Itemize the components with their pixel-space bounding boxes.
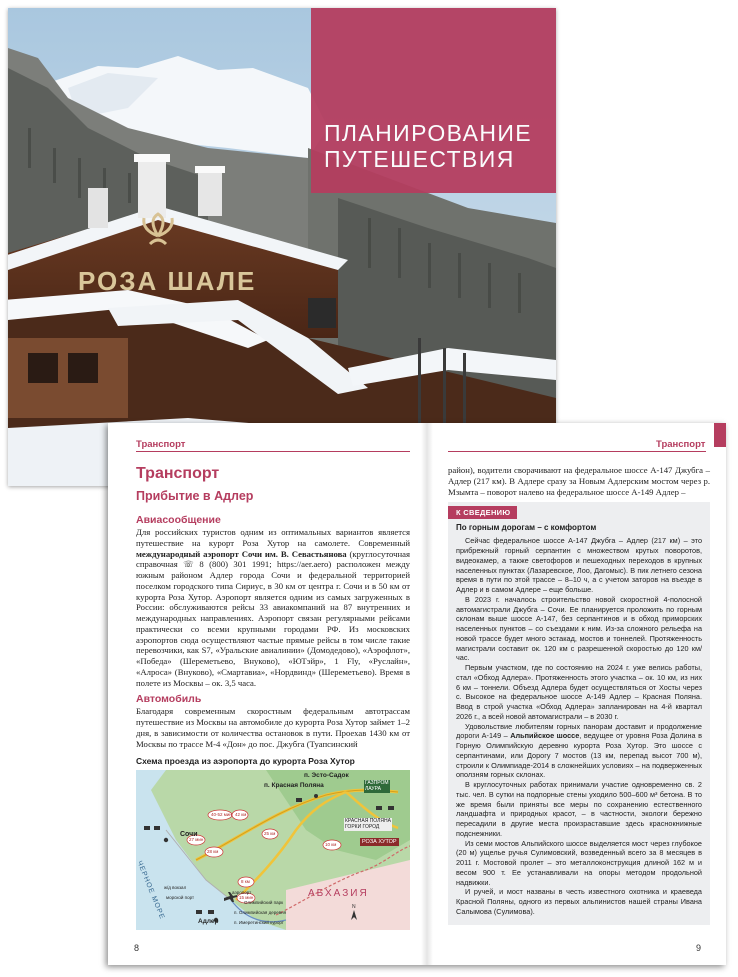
- map-distance: 8 км: [241, 879, 250, 885]
- route-map: [136, 770, 410, 930]
- info-title: По горным дорогам – с комфортом: [456, 523, 597, 533]
- car-paragraph: Благодаря современным скоростным федеральным автотрассам путешествие из Москвы на автомобиле до курорта Роза Хутор займет 1–2 дня, в зависимости от количества остановок в пути. Проехав 1430 км от Москвы по трассе М-4 «Дон» до пос. Джубга (Туапсинский: [136, 706, 410, 749]
- map-drawing: [136, 770, 410, 930]
- alpine-road-name: Альпийское шоссе: [510, 731, 580, 741]
- car-paragraph-continued: район), водители сворачивают на федеральное шоссе А-147 Джубга – Адлер (217 км). В Адлере сразу за Новым Адлерским мостом через р. Мзымта – поворот налево на федеральное шоссе А-149 Адлер –: [448, 465, 710, 497]
- chapter-title-line1: ПЛАНИРОВАНИЕ: [324, 120, 533, 146]
- map-label-airport: аэропорт: [232, 890, 252, 896]
- subsection-title: Прибытие в Адлер: [136, 489, 254, 503]
- right-running-head: Транспорт: [656, 439, 706, 450]
- air-heading: Авиасообщение: [136, 514, 221, 526]
- map-label-rosa-hutor: РОЗА ХУТОР: [362, 839, 397, 846]
- map-label-zhd: ж/д вокзал: [164, 885, 187, 891]
- map-distance: 42 км: [235, 812, 247, 818]
- map-label-olympic-park: Олимпийский парк: [244, 900, 284, 906]
- left-page-number: 8: [134, 943, 140, 953]
- svg-text:N: N: [352, 904, 356, 911]
- section-title: Транспорт: [136, 465, 220, 482]
- left-page-content: [136, 465, 410, 930]
- info-text-a: Удовольствие любителям горных панорам доставит и продолжение дороги А-149 –: [456, 721, 702, 741]
- chapter-title-line2: ПУТЕШЕСТВИЯ: [324, 146, 515, 172]
- map-label-abkhazia: АБХАЗИЯ: [308, 888, 369, 900]
- info-body: [448, 534, 710, 916]
- air-text-b: (круглосуточная справочная ☏ 8 (800) 301 1991; https://aer.aero) расположен между южным районом Адлер города Сочи и федеральной территорией поселком городского типа Сириус, в 30 км от центра г. Сочи и в 50 км от курорта Роза Хутор. Аэропорт является одним из самых загруженных в России: обслуживаются рейсы 33 авиакомпаний на 87 внутренних и международных направлениях. Аэропорт связан регулярными рейсами практически со всеми крупными городами РФ. Из московских аэропортов сюда осуществляют частые прямые рейсы в том числе такие перевозчики, как S7, «Уральские авиалинии» (Домодедово), «Аэрофлот», «Победа» (Шереметьево, Внуково), «ЮТэйр», 1 Fly, «Руслайн», «Алроса» (Внуково), «Смартавиа», «Нордвинд» (Шереметьево). Время в полете из Москвы – ок. 3,5 часа.: [136, 548, 410, 688]
- map-label-olympic-village: п. Олимпийская деревня: [234, 910, 287, 916]
- book-spread: [108, 423, 726, 965]
- map-label-adler: Адлер: [198, 918, 219, 926]
- info-paragraph: Из семи мостов Альпийского шоссе выделяется мост через глубокое (20 м) ущелье ручья Сулимовский, возведенный всего за 8 месяцев в 2011 г. Мостовой пролет – это металлоконструкция длиной 162 м и весом 900 т. Ее устанавливали на опоры методом продольной надвижки.: [456, 838, 702, 887]
- right-page-content: [448, 465, 710, 925]
- right-header-rule: [448, 451, 706, 452]
- info-paragraph: Сейчас федеральное шоссе А-147 Джубга – Адлер (217 км) – это прибрежный горный серпантин с множеством крутых поворотов, видеокамер, а также светофоров и пешеходных переходов в крупных населенных пунктах (Лазаревское, Лоо, Дагомыс). В пик летнего сезона время в пути по этой трассе – 8–10 ч, а с учетом заторов на въезде в Адлер и в самом Адлере – еще больше.: [456, 536, 702, 594]
- map-label-krasnaya-polyana-resort: КРАСНАЯ ПОЛЯНА ГОРКИ ГОРОД: [345, 818, 391, 830]
- map-distance: 10 км: [325, 842, 337, 848]
- map-label-esto: п. Эсто-Садок: [304, 772, 349, 780]
- map-label-imeretinsky: п. Имеретинский курорт: [234, 920, 284, 926]
- airport-name: международный аэропорт Сочи им. В. Севастьянова: [136, 548, 347, 559]
- air-paragraph: [136, 527, 410, 688]
- map-label-polyana: п. Красная Поляна: [264, 782, 324, 790]
- map-label-sochi: Сочи: [180, 831, 198, 839]
- info-paragraph: В круглосуточных работах принимали участие одновременно св. 2 тыс. чел. В сутки на подпорные стены уходило 500–600 м³ бетона. В то же время были приняты все меры по сохранению естественного ландшафта и природных красот, – в частности, экологи бережно пересадили в другие места произраставшие здесь краснокнижные подснежники.: [456, 780, 702, 838]
- info-paragraph: И ручей, и мост названы в честь известного охотника и краеведа Красной Поляны, одного из первых альпинистов нашей страны Ивана Салымова (Сулимова).: [456, 887, 702, 916]
- map-distance: 27 мин: [189, 837, 204, 843]
- map-label-black-sea: ЧЕРНОЕ МОРЕ: [136, 860, 166, 922]
- gutter-shadow: [421, 423, 433, 965]
- info-paragraph: В 2023 г. началось строительство новой скоростной 4-полосной автомагистрали Джубга – Сочи. Ее планируется проложить по горным склонам выше шоссе А-147, без серпантинов и в обход приморских населенных пунктов – со съездами к ним. Из-за сложного рельефа на новой трассе будет много эстакад, мостов и тоннелей. Протяженность магистрали составит ок. 120 км с разрешенной скоростью до 120 км/час.: [456, 594, 702, 663]
- car-heading: Автомобиль: [136, 693, 202, 706]
- map-title: Схема проезда из аэропорта до курорта Роза Хутор: [136, 756, 355, 767]
- info-paragraph: Первым участком, где по состоянию на 2024 г. уже велись работы, стал «Обход Адлера». Протяженность этого участка – ок. 10 км, из них 6 км – тоннели. Объезд Адлера будет осуществляться от Хосты через с. Высокое на федеральное шоссе А-149 Адлер – Красная Поляна. Ввод в строй участка «Обход Адлера» запланирован на 4-й квартал 2026 г., а всей новой автомагистрали – в 2030 г.: [456, 663, 702, 721]
- right-page-number: 9: [696, 943, 702, 953]
- left-header-rule: [136, 451, 410, 452]
- chalet-sign: РОЗА ШАЛЕ: [78, 266, 257, 296]
- right-corner-tab: [714, 423, 726, 447]
- map-distance: 40-52 мин: [211, 812, 232, 818]
- map-distance: 15 мин: [239, 895, 254, 901]
- info-badge: К СВЕДЕНИЮ: [448, 506, 517, 519]
- left-running-head: Транспорт: [136, 439, 186, 450]
- map-label-gazprom: ГАЗПРОМ ЛАУРА: [365, 780, 389, 792]
- info-box: [448, 502, 710, 924]
- air-text-a: Для российских туристов одним из оптимальных вариантов является путешествие на курорт Роза Хутор на самолете. Современный: [136, 527, 410, 548]
- info-text-b: , ведущее от уровня Роза Долина в Горную Олимпийскую деревню курорта Роза Хутор. Это шоссе с серпантинами, или Дорогу 7 мостов (13 км, перепад высот 700 м), строили к Олимпиаде-2014 в сложнейших условиях – на подверженных оползням горных склонах.: [456, 731, 702, 780]
- map-label-sea-port: морской порт: [166, 895, 195, 901]
- info-paragraph: [456, 722, 702, 781]
- chapter-title-box: [311, 8, 556, 193]
- back-page: [8, 8, 556, 486]
- map-distance: 25 км: [264, 831, 276, 837]
- map-distance: 28 км: [207, 849, 219, 855]
